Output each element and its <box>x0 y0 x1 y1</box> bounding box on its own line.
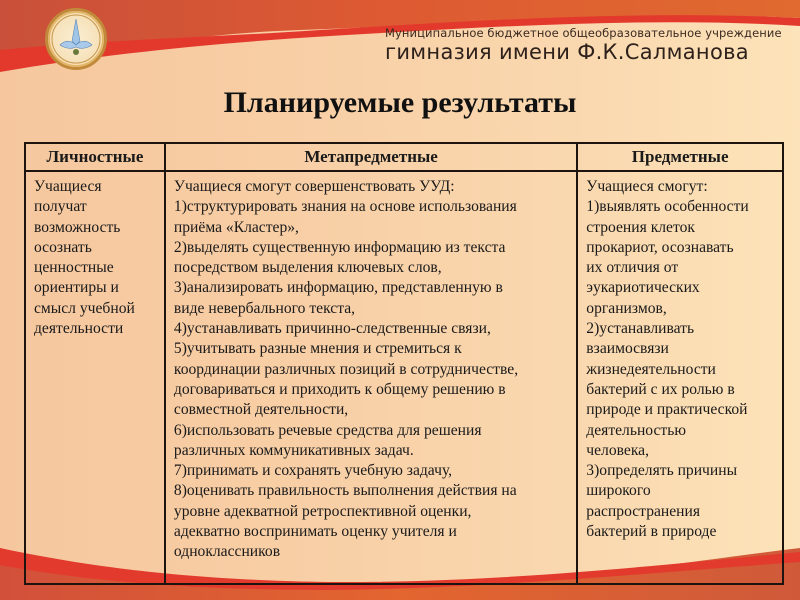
subject-line: жизнедеятельности <box>586 360 716 378</box>
subject-line: взаимосвязи <box>586 340 669 358</box>
metasubject-line: координации различных позиций в сотрудничестве, <box>173 360 519 378</box>
metasubject-line: совместной деятельности, <box>173 401 349 419</box>
metasubject-line: одноклассников <box>173 543 281 561</box>
metasubject-line: различных коммуникативных задач. <box>173 441 414 459</box>
subject-line: широкого <box>586 482 651 500</box>
subject-line: эукариотических <box>586 279 700 297</box>
subject-line: строения клеток <box>586 218 695 236</box>
subject-line: 1)выявлять особенности <box>586 198 749 216</box>
organization-type: Муниципальное бюджетное общеобразовательное учреждение <box>385 26 782 40</box>
subject-line: бактерий в природе <box>586 523 717 541</box>
metasubject-line: приёма «Кластер», <box>173 218 299 236</box>
metasubject-line: 2)выделять существенную информацию из текста <box>173 238 506 256</box>
column-header-subject: Предметные <box>577 143 783 171</box>
column-header-metasubject: Метапредметные <box>165 143 577 171</box>
metasubject-line: 4)устанавливать причинно-следственные связи, <box>173 320 491 338</box>
metasubject-line: 3)анализировать информацию, представленную в <box>173 279 503 297</box>
subject-line: Учащиеся смогут: <box>586 178 708 195</box>
personal-line: возможность <box>34 218 121 236</box>
personal-line: получат <box>34 198 87 216</box>
metasubject-line: 6)использовать речевые средства для решения <box>173 421 482 439</box>
personal-line: смысл учебной <box>34 299 135 317</box>
subject-line: прокариот, осознавать <box>586 238 734 256</box>
personal-line: Учащиеся <box>34 178 102 195</box>
metasubject-line: 7)принимать и сохранять учебную задачу, <box>173 462 453 480</box>
subject-line: распространения <box>586 502 701 520</box>
subject-line: природе и практической <box>586 401 748 419</box>
metasubject-line: Учащиеся смогут совершенствовать УУД: <box>173 178 455 195</box>
metasubject-line: 1)структурировать знания на основе использования <box>173 198 517 216</box>
subject-line: их отличия от <box>586 259 679 277</box>
subject-line: 3)определять причины <box>586 462 738 480</box>
cell-personal <box>25 171 165 584</box>
cell-subject <box>577 171 783 584</box>
table-header-row <box>25 143 783 171</box>
personal-line: ценностные <box>34 259 114 277</box>
subject-line: 2)устанавливать <box>586 320 695 338</box>
organization-name: гимназия имени Ф.К.Салманова <box>385 40 749 64</box>
planned-results-table <box>24 142 784 585</box>
metasubject-line: 5)учитывать разные мнения и стремиться к <box>173 340 462 358</box>
subject-line: организмов, <box>586 299 667 317</box>
personal-line: ориентиры и <box>34 279 119 297</box>
metasubject-line: уровне адекватной ретроспективной оценки, <box>173 502 472 520</box>
school-emblem-icon <box>45 8 107 70</box>
table-row <box>25 171 783 584</box>
subject-line: бактерий с их ролью в <box>586 380 735 398</box>
metasubject-line: посредством выделения ключевых слов, <box>173 259 442 277</box>
metasubject-line: виде невербального текста, <box>173 299 356 317</box>
column-header-personal: Личностные <box>25 143 165 171</box>
metasubject-line: договариваться и приходить к общему решению в <box>173 380 506 398</box>
personal-line: деятельности <box>34 320 124 338</box>
subject-line: деятельностью <box>586 421 686 439</box>
cell-metasubject <box>165 171 577 584</box>
personal-line: осознать <box>34 238 92 256</box>
metasubject-line: адекватно воспринимать оценку учителя и <box>173 523 457 541</box>
subject-line: человека, <box>586 441 649 459</box>
metasubject-line: 8)оценивать правильность выполнения действия на <box>173 482 517 500</box>
slide-title: Планируемые результаты <box>223 86 577 119</box>
